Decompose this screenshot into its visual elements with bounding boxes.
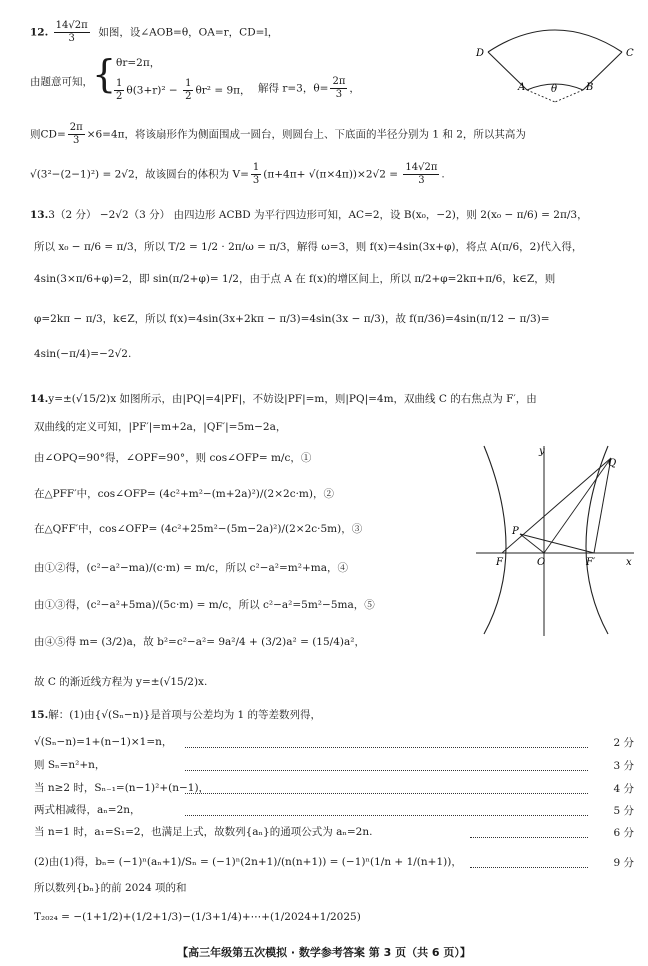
q14-line-2: 双曲线的定义可知，|PF′|=m+2a，|QF′|=5m−2a， — [34, 421, 287, 433]
score-leader — [185, 770, 588, 771]
hyperbola-diagram — [476, 438, 636, 638]
score-leader — [185, 747, 588, 748]
line-oq — [544, 458, 611, 553]
dashed-ob — [555, 90, 583, 102]
q15-line-7: (2)由(1)得，bₙ= (−1)ⁿ(aₙ+1)/Sₙ = (−1)ⁿ(2n+1)/(n(n+1)) = (−1)ⁿ(1/n + 1/(n+1))， — [34, 856, 462, 868]
q15-line-6: 当 n=1 时，a₁=S₁=2，也满足上式，故数列{aₙ}的通项公式为 aₙ=2n. — [34, 826, 373, 838]
q12-line-4: √(3²−(2−1)²) = 2√2，故该圆台的体积为 V= $\frac{1}{3}$ (π+4π+ √(π×4π))×2√2 = $\frac{14√2\pi}{3}$ . — [30, 162, 445, 186]
q14-line-9: 故 C 的渐近线方程为 y=±(√15/2)x. — [34, 676, 208, 688]
q13-line-2: 所以 x₀ − π/6 = π/3，所以 T/2 = 1/2 · 2π/ω = π/3，解得 ω=3，则 f(x)=4sin(3x+φ)，将点 A(π/6，2)代入得， — [34, 241, 583, 253]
score-label: 6 分 — [613, 827, 634, 839]
q12-number: 12. — [30, 26, 49, 39]
q15-line-4: 当 n≥2 时，Sₙ₋₁=(n−1)²+(n−1)， — [34, 782, 210, 794]
label-a: A — [518, 82, 526, 93]
q15-line-3: 则 Sₙ=n²+n， — [34, 759, 106, 771]
q15-line-8: 所以数列{bₙ}的前 2024 项的和 — [34, 882, 187, 894]
label-theta: θ — [551, 84, 558, 95]
q12-derive-label: 由题意可知， — [30, 76, 93, 88]
q15-line-2: √(Sₙ−n)=1+(n−1)×1=n， — [34, 736, 173, 748]
label-f: F — [496, 557, 503, 568]
line-qf-prime — [594, 458, 611, 553]
q14-line-4: 在△PFF′中，cos∠OFP= (4c²+m²−(m+2a)²)/(2×2c·m)，② — [34, 488, 334, 500]
arc-cd — [488, 30, 622, 52]
score-label: 9 分 — [613, 857, 634, 869]
label-y: y — [539, 446, 545, 457]
q12-system-brace: { — [92, 52, 117, 96]
right-branch — [586, 446, 608, 634]
q12-answer: $\frac{14√2\pi}{3}$ — [55, 20, 88, 44]
line-pf-prime — [520, 534, 594, 553]
q14-line-8: 由④⑤得 m= (3/2)a，故 b²=c²−a²= 9a²/4 + (3/2)a² = (15/4)a²， — [34, 636, 365, 648]
score-label: 4 分 — [613, 783, 634, 795]
q15-line-5: 两式相减得，aₙ=2n， — [34, 804, 141, 816]
label-o: O — [537, 557, 546, 568]
q13-line-1: 13.3（2 分） −2√2（3 分） 由四边形 ACBD 为平行四边形可知，AC=2，设 B(x₀，−2)，则 2(x₀ − π/6) = 2π/3， — [30, 209, 588, 221]
label-q: Q — [608, 458, 617, 469]
line-fq — [502, 458, 611, 553]
score-label: 2 分 — [613, 737, 634, 749]
label-p: P — [512, 526, 519, 537]
label-f-prime: F′ — [586, 557, 596, 568]
q13-line-4: φ=2kπ − π/3，k∈Z，所以 f(x)=4sin(3x+2kπ − π/3)=4sin(3x − π/3)，故 f(π/36)=4sin(π/12 − π/3)= — [34, 313, 550, 325]
score-label: 3 分 — [613, 760, 634, 772]
q14-line-1: 14.y=±(√15/2)x 如图所示，由|PQ|=4|PF|，不妨设|PF|=m，则|PQ|=4m，双曲线 C 的右焦点为 F′，由 — [30, 393, 537, 405]
q14-line-7: 由①③得，(c²−a²+5ma)/(5c·m) = m/c，所以 c²−a²=5m²−5ma，⑤ — [34, 599, 375, 611]
q12-equation-2: $\frac{1}{2}$ θ(3+r)² − $\frac{1}{2}$ θr² = 9π， — [116, 78, 251, 102]
label-b: B — [586, 82, 594, 93]
label-d: D — [476, 48, 485, 59]
score-leader — [470, 867, 588, 868]
q14-line-6: 由①②得，(c²−a²−ma)/(c·m) = m/c，所以 c²−a²=m²+ma，④ — [34, 562, 348, 574]
q12-line-3: 则CD= $\frac{2\pi}{3}$ ×6=4π，将该扇形作为侧面围成一圆台，则圆台上、下底面的半径分别为 1 和 2，所以其高为 — [30, 122, 526, 146]
label-x: x — [626, 557, 632, 568]
q13-line-5: 4sin(−π/4)=−2√2. — [34, 348, 132, 360]
q15-line-1: 15.解：(1)由{√(Sₙ−n)}是首项与公差均为 1 的等差数列得， — [30, 709, 322, 721]
q12-intro: 如图，设∠AOB=θ，OA=r，CD=l， — [98, 26, 279, 39]
page-footer: 【高三年级第五次模拟 · 数学参考答案 第 3 页（共 6 页）】 — [177, 946, 471, 959]
score-leader — [470, 837, 588, 838]
q12-answer-line — [30, 20, 278, 45]
left-branch — [484, 446, 506, 634]
score-leader — [185, 793, 588, 794]
label-c: C — [626, 48, 634, 59]
q14-line-3: 由∠OPQ=90°得，∠OPF=90°，则 cos∠OFP= m/c，① — [34, 452, 312, 464]
q14-line-5: 在△QFF′中，cos∠OFP= (4c²+25m²−(5m−2a)²)/(2×2c·5m)，③ — [34, 523, 363, 535]
q12-solve: 解得 r=3，θ= $\frac{2\pi}{3}$ ， — [258, 76, 360, 100]
score-leader — [185, 815, 588, 816]
sector-diagram — [470, 10, 640, 110]
q15-line-9: T₂₀₂₄ = −(1+1/2)+(1/2+1/3)−(1/3+1/4)+⋯+(1/2024+1/2025) — [34, 911, 361, 923]
score-label: 5 分 — [613, 805, 634, 817]
q13-line-3: 4sin(3×π/6+φ)=2，即 sin(π/2+φ)= 1/2，由于点 A 在 f(x)的增区间上，所以 π/2+φ=2kπ+π/6，k∈Z，则 — [34, 273, 556, 285]
q12-equation-1: θr=2π， — [116, 57, 161, 69]
